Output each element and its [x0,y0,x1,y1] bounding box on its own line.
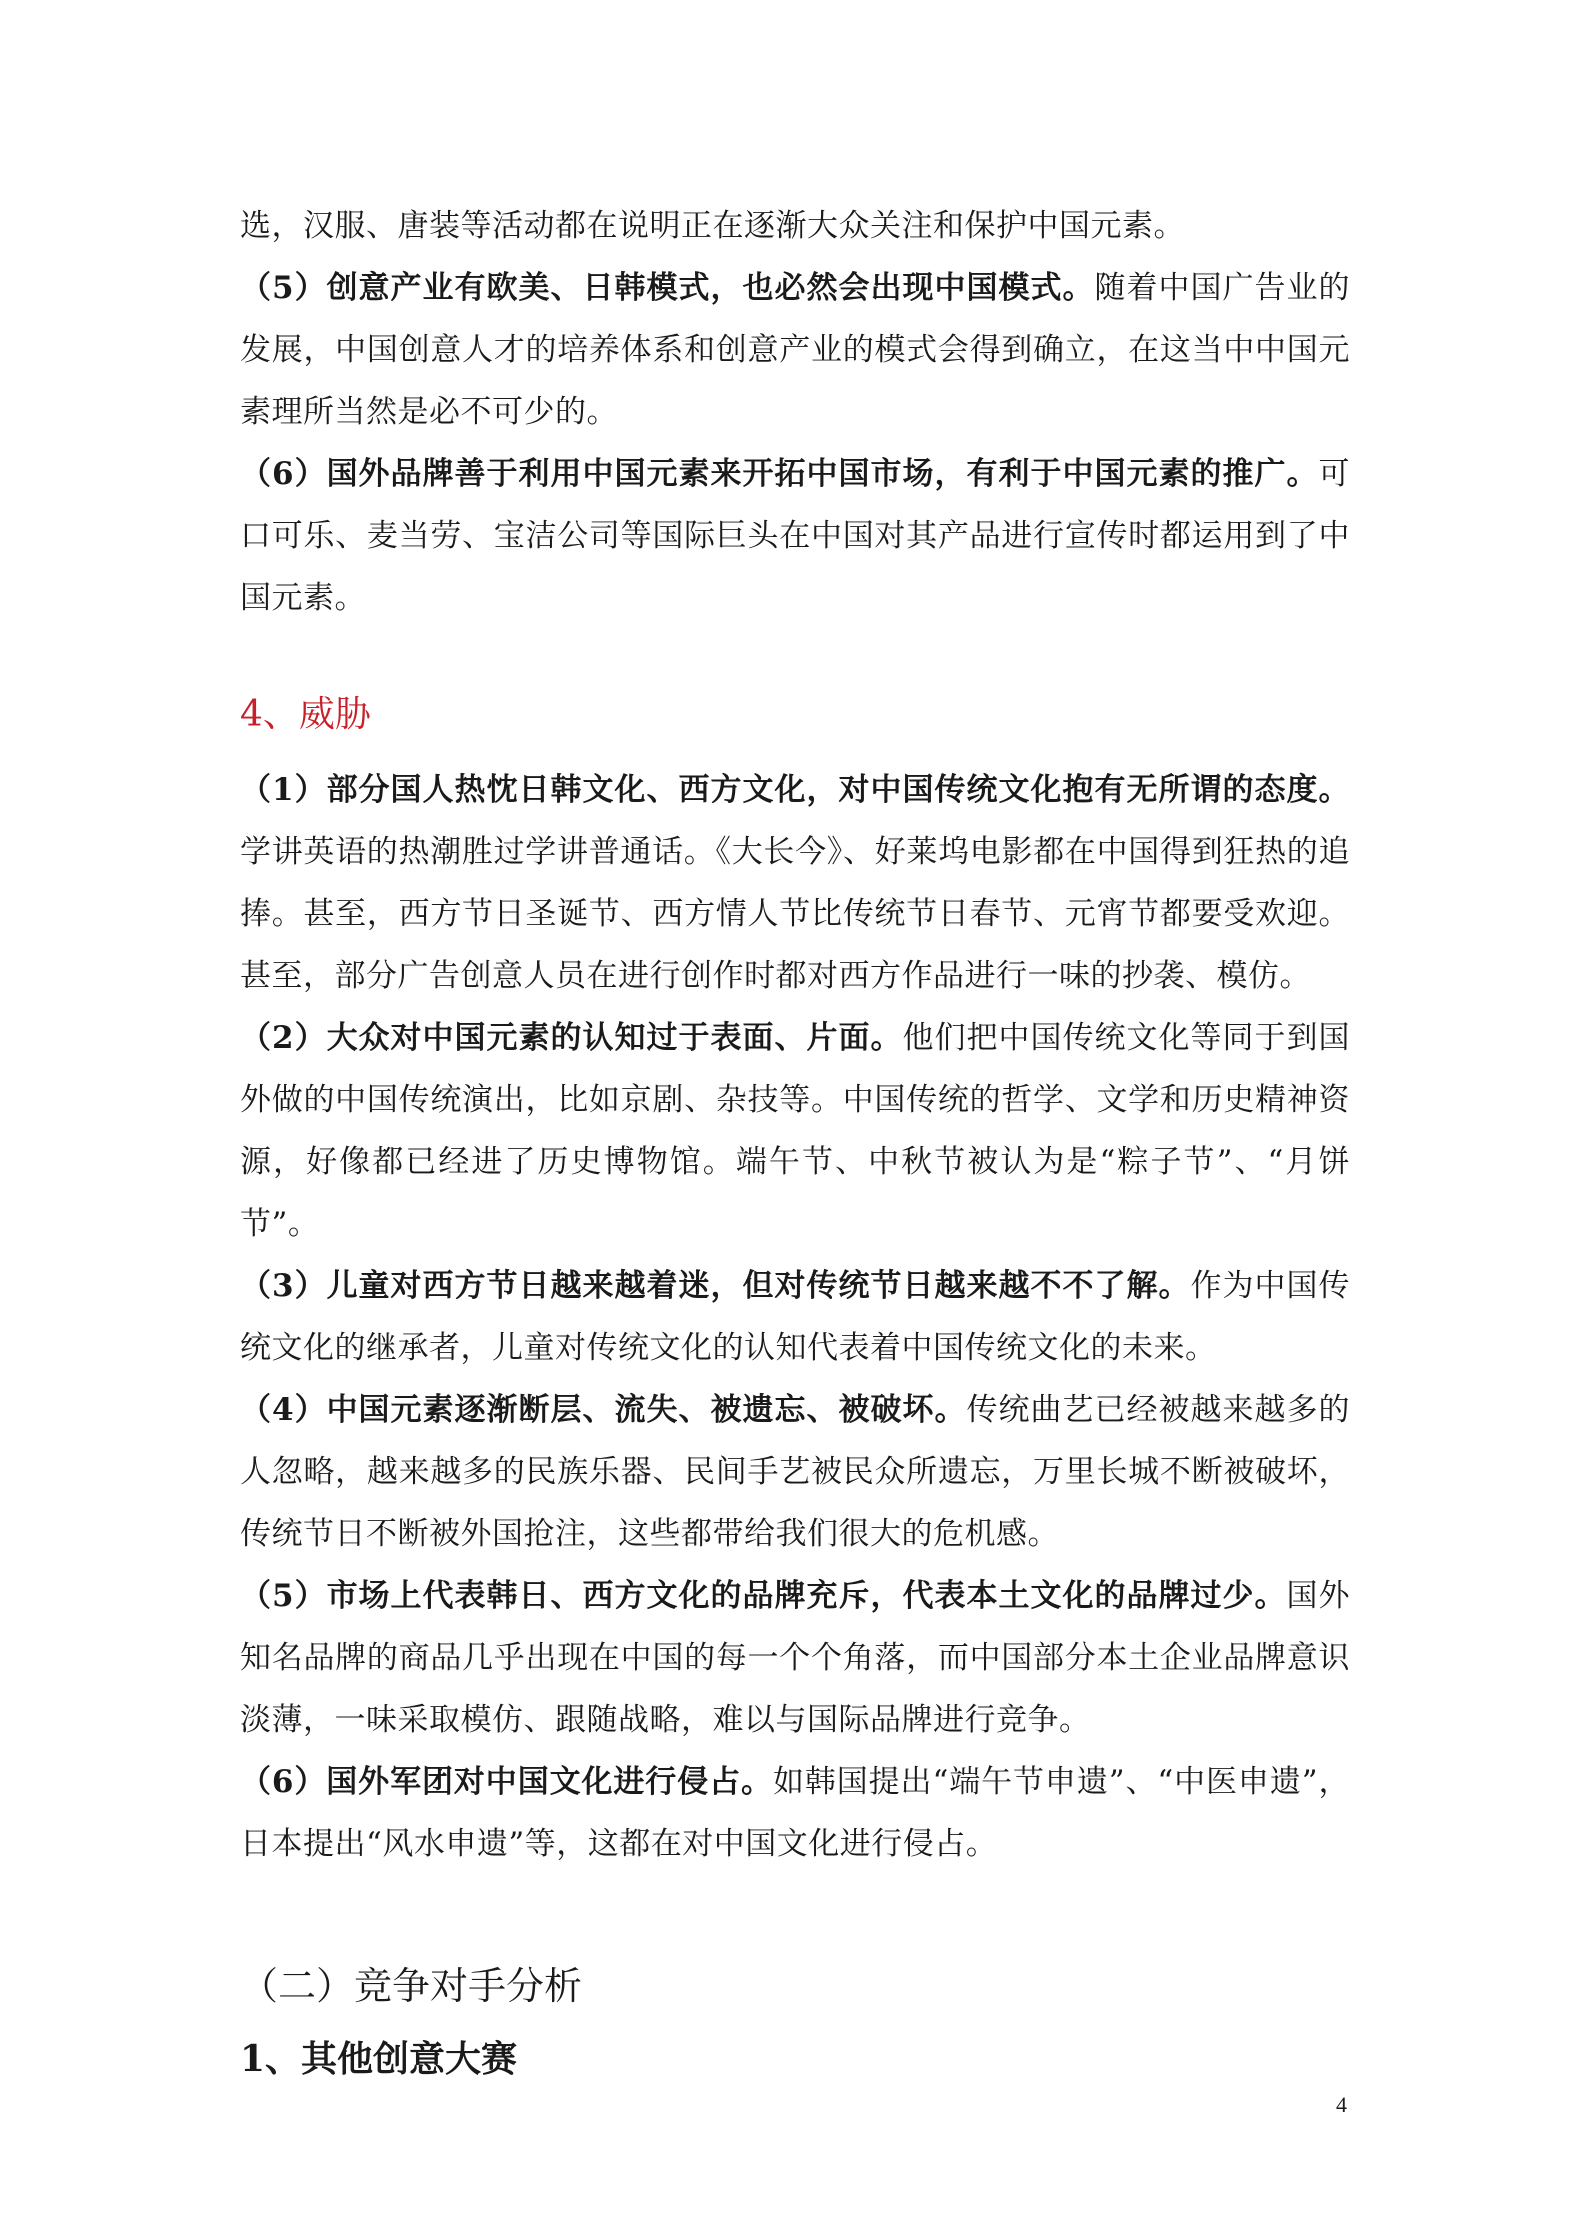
continuation-paragraph: 选，汉服、唐装等活动都在说明正在逐渐大众关注和保护中国元素。 [240,208,1185,244]
opportunity-item-6-body: 可口可乐、麦当劳、宝洁公司等国际巨头在中国对其产品进行宣传时都运用到了中国元素。 [240,456,1350,616]
threat-item-5 [240,1565,1350,1751]
threat-item-2-lead: （2）大众对中国元素的认知过于表面、片面。 [240,1020,903,1056]
threats-heading: 4、威胁 [240,694,371,735]
threat-item-4-body: 传统曲艺已经被越来越多的人忽略，越来越多的民族乐器、民间手艺被民众所遗忘，万里长城不断被破坏，传统节日不断被外国抢注，这些都带给我们很大的危机感。 [240,1392,1350,1552]
opportunity-item-5-body: 随着中国广告业的发展，中国创意人才的培养体系和创意产业的模式会得到确立，在这当中中国元素理所当然是必不可少的。 [240,270,1350,430]
threat-item-1 [240,759,1350,1007]
threat-item-3-lead: （3）儿童对西方节日越来越着迷，但对传统节日越来越不不了解。 [240,1268,1191,1304]
threat-item-2-body: 他们把中国传统文化等同于到国外做的中国传统演出，比如京剧、杂技等。中国传统的哲学、文学和历史精神资源，好像都已经进了历史博物馆。端午节、中秋节被认为是“粽子节”、“月饼节”。 [240,1020,1350,1242]
document-page [240,195,1350,2081]
threat-item-6-body: 如韩国提出“端午节申遗”、“中医申遗”，日本提出“风水申遗”等，这都在对中国文化进行侵占。 [240,1764,1350,1862]
competitor-analysis-heading: （二）竞争对手分析 [240,1964,583,2008]
opportunity-item-5 [240,257,1350,443]
threat-item-3 [240,1255,1350,1379]
page-number: 4 [1336,2092,1347,2117]
threat-item-5-body: 国外知名品牌的商品几乎出现在中国的每一个个角落，而中国部分本土企业品牌意识淡薄，一味采取模仿、跟随战略，难以与国际品牌进行竞争。 [240,1578,1350,1738]
other-contests-subheading: 1、其他创意大赛 [240,2038,518,2080]
opportunity-item-6 [240,443,1350,629]
threat-item-3-body: 作为中国传统文化的继承者，儿童对传统文化的认知代表着中国传统文化的未来。 [240,1268,1350,1366]
opportunity-item-5-lead: （5）创意产业有欧美、日韩模式，也必然会出现中国模式。 [240,270,1095,306]
threat-item-1-lead: （1）部分国人热忱日韩文化、西方文化，对中国传统文化抱有无所谓的态度。 [240,772,1350,808]
threat-item-6-lead: （6）国外军团对中国文化进行侵占。 [240,1764,773,1800]
threat-item-6 [240,1751,1350,1875]
threat-item-5-lead: （5）市场上代表韩日、西方文化的品牌充斥，代表本土文化的品牌过少。 [240,1578,1287,1614]
opportunity-item-6-lead: （6）国外品牌善于利用中国元素来开拓中国市场，有利于中国元素的推广。 [240,456,1319,492]
threat-item-2 [240,1007,1350,1255]
threat-item-4 [240,1379,1350,1565]
threat-item-4-lead: （4）中国元素逐渐断层、流失、被遗忘、被破坏。 [240,1392,967,1428]
threat-item-1-body: 学讲英语的热潮胜过学讲普通话。《大长今》、好莱坞电影都在中国得到狂热的追捧。甚至，西方节日圣诞节、西方情人节比传统节日春节、元宵节都要受欢迎。甚至，部分广告创意人员在进行创作时都对西方作品进行一味的抄袭、模仿。 [240,834,1350,994]
